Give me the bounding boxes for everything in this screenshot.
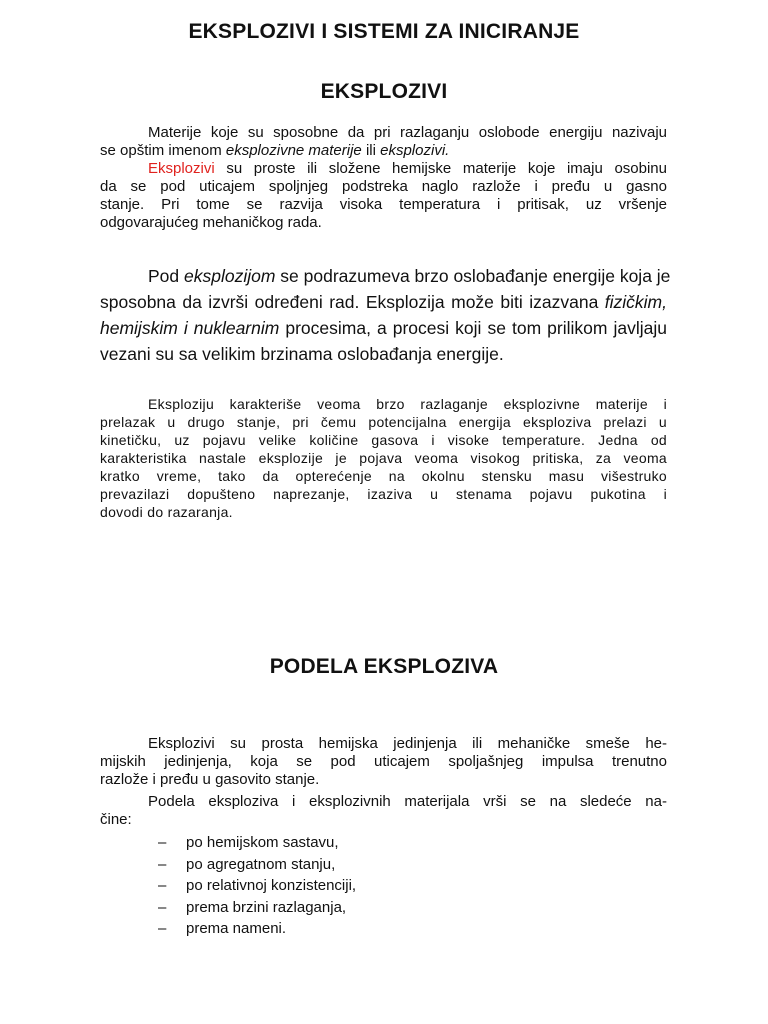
dash-bullet-icon: – [158,898,167,916]
paragraph-line: Eksplozivi su prosta hemijska jedinjenja ili mehaničke smeše he- [148,735,667,752]
paragraph-line: odgovarajućeg mehaničkog rada. [100,214,322,231]
list-item [158,875,356,897]
paragraph-line: vezani su sa velikim brzinama oslobađanja energije. [100,344,504,364]
paragraph-line: razlože i pređu u gasovito stanje. [100,771,320,788]
text-run: Pod [148,266,184,286]
list-item-label: prema nameni. [186,920,287,937]
dash-bullet-icon: – [158,920,167,937]
paragraph-characteristics [100,395,667,521]
italic-term: eksplozijom [184,266,276,286]
dash-bullet-icon: – [158,855,167,873]
dash-bullet-icon: – [158,877,167,894]
italic-term: hemijskim i nuklearnim [100,318,280,338]
paragraph-line [100,160,667,178]
paragraph-definition [100,124,667,160]
paragraph-classification-intro [100,735,667,789]
text-run: se opštim imenom [100,142,226,159]
paragraph-line: karakteristika nastale eksplozije je pojava veoma visokog pritiska, za veoma [100,450,667,466]
paragraph-classification-methods [100,793,667,829]
paragraph-line: prevazilazi dopušteno naprezanje, izaziva u stenama pojavu pukotina i [100,486,667,502]
list-item [158,918,356,940]
document-title: EKSPLOZIVI I SISTEMI ZA INICIRANJE [188,20,580,43]
italic-term: fizičkim, [604,292,667,312]
section-heading-eksplozivi: EKSPLOZIVI [320,80,448,103]
paragraph-line: Eksploziju karakteriše veoma brzo razlaganje eksplozivne materije i [148,396,667,412]
paragraph-line: kinetičku, uz pojavu velike količine gasova i visoke temperature. Jedna od [100,432,667,448]
paragraph-line: dovodi do razaranja. [100,504,233,520]
paragraph-line: da se pod uticajem spoljnjeg podstreka naglo razlože i pređu u gasno [100,178,667,195]
text-run: procesima, a procesi koji se tom prilikom javljaju [279,318,667,338]
highlighted-term: Eksplozivi [148,160,215,177]
list-item [158,854,356,876]
paragraph-line [100,315,667,341]
text-run: sposobna da izvrši određeni rad. Eksplozija može biti izazvana [100,292,605,312]
text-run: su proste ili složene hemijske materije koje imaju osobinu [214,160,667,177]
paragraph-line: mijskih jedinjenja, koja se pod uticajem spoljašnjeg impulsa trenutno [100,753,667,770]
text-run: ili [361,142,381,159]
italic-term: eksplozivi. [380,142,450,159]
paragraph-line [100,142,667,160]
list-item [158,832,356,854]
paragraph-line [100,289,667,315]
list-item [158,897,356,919]
list-item-label: prema brzini razlaganja, [186,898,347,916]
paragraph-line: čine: [100,811,132,828]
paragraph-line: stanje. Pri tome se razvija visoka temperatura i pritisak, uz vršenje [100,196,667,213]
paragraph-explosives [100,160,667,232]
list-item-label: po hemijskom sastavu, [186,834,339,851]
list-item-label: po agregatnom stanju, [186,855,336,873]
text-run: se podrazumeva brzo oslobađanje energije koja je [275,266,671,286]
classification-list [158,832,356,940]
paragraph-line [100,263,671,289]
paragraph-line: Materije koje su sposobne da pri razlaganju oslobode energiju nazivaju [148,124,667,141]
italic-term: eksplozivne materije [225,142,362,159]
paragraph-explosion [100,263,671,367]
dash-bullet-icon: – [158,834,167,851]
paragraph-line: prelazak u drugo stanje, pri čemu potencijalna energija eksploziva prelazi u [100,414,667,430]
paragraph-line: Podela eksploziva i eksplozivnih materijala vrši se na sledeće na- [148,793,667,810]
paragraph-line: kratko vreme, tako da opterećenje na okolnu stensku masu višestruko [100,468,667,484]
list-item-label: po relativnoj konzistenciji, [186,877,357,894]
section-heading-podela: PODELA EKSPLOZIVA [269,655,499,678]
